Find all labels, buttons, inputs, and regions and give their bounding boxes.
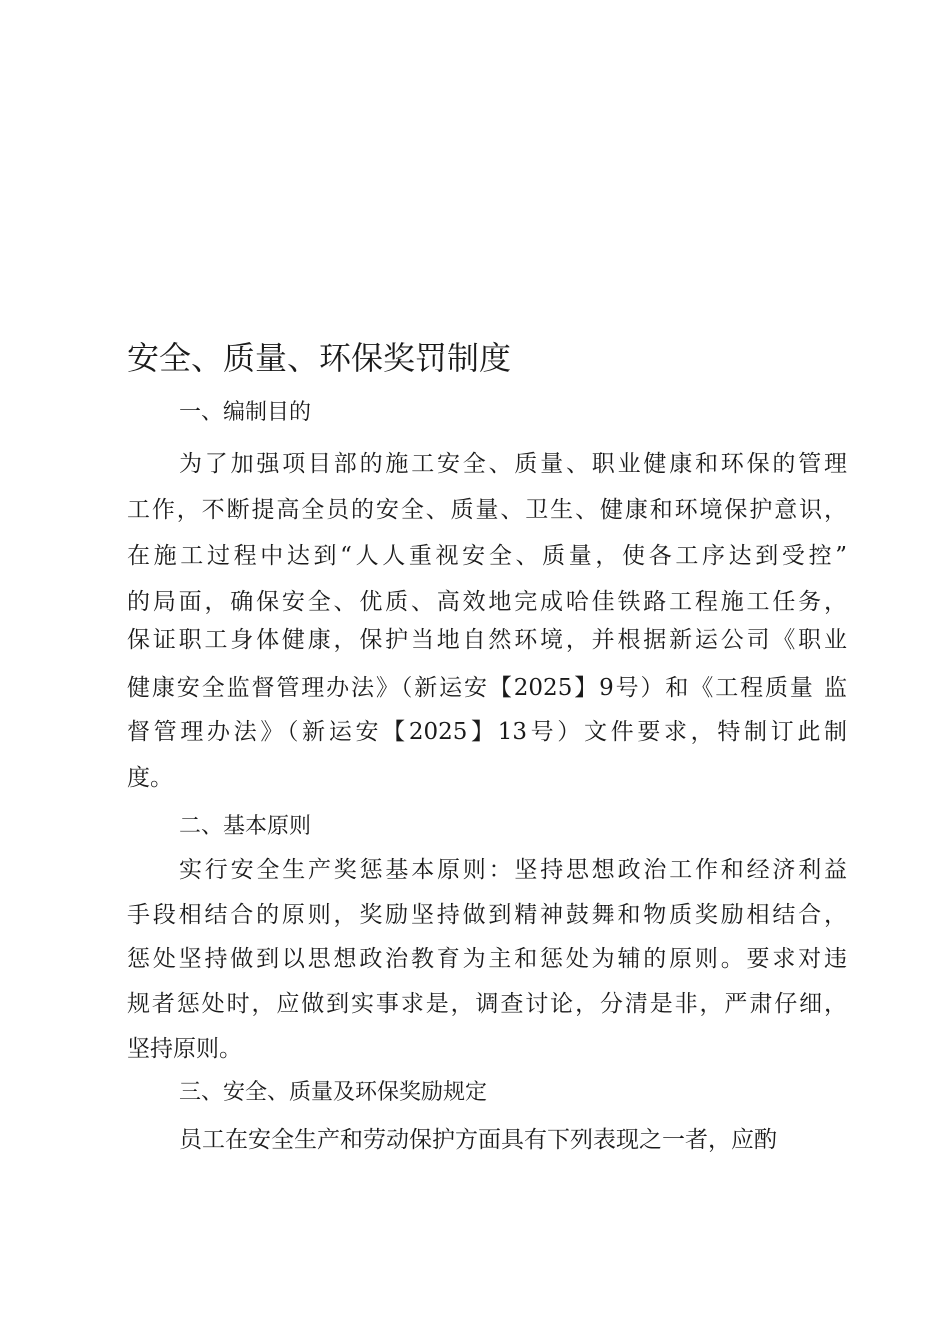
paragraph-line: 保证职工身体健康，保护当地自然环境，并根据新运公司《职业 [127,627,847,653]
paragraph-line: 坚持原则。 [127,1036,242,1062]
paragraph-line: 为了加强项目部的施工安全、质量、职业健康和环保的管理 [179,451,847,477]
paragraph-line: 度。 [127,765,173,791]
paragraph-line: 员工在安全生产和劳动保护方面具有下列表现之一者，应酌 [179,1127,777,1153]
paragraph-line: 督管理办法》（新运安【2025】13号）文件要求，特制订此制 [127,719,847,745]
paragraph-line: 健康安全监督管理办法》（新运安【2025】9号）和《工程质量 监 [127,675,847,701]
section-heading-principles: 二、基本原则 [179,814,312,839]
document-title: 安全、质量、环保奖罚制度 [127,339,512,377]
paragraph-line: 的局面，确保安全、优质、高效地完成哈佳铁路工程施工任务， [127,589,847,615]
section-heading-purpose: 一、编制目的 [179,400,312,425]
paragraph-line: 手段相结合的原则，奖励坚持做到精神鼓舞和物质奖励相结合， [127,902,847,928]
paragraph-line: 规者惩处时，应做到实事求是，调查讨论，分清是非，严肃仔细， [127,991,847,1017]
paragraph-line: 在施工过程中达到“人人重视安全、质量，使各工序达到受控” [127,543,847,569]
paragraph-line: 实行安全生产奖惩基本原则：坚持思想政治工作和经济利益 [179,857,847,883]
section-heading-rewards: 三、安全、质量及环保奖励规定 [179,1080,488,1105]
paragraph-line: 惩处坚持做到以思想政治教育为主和惩处为辅的原则。要求对违 [127,946,847,972]
paragraph-line: 工作，不断提高全员的安全、质量、卫生、健康和环境保护意识， [127,497,847,523]
